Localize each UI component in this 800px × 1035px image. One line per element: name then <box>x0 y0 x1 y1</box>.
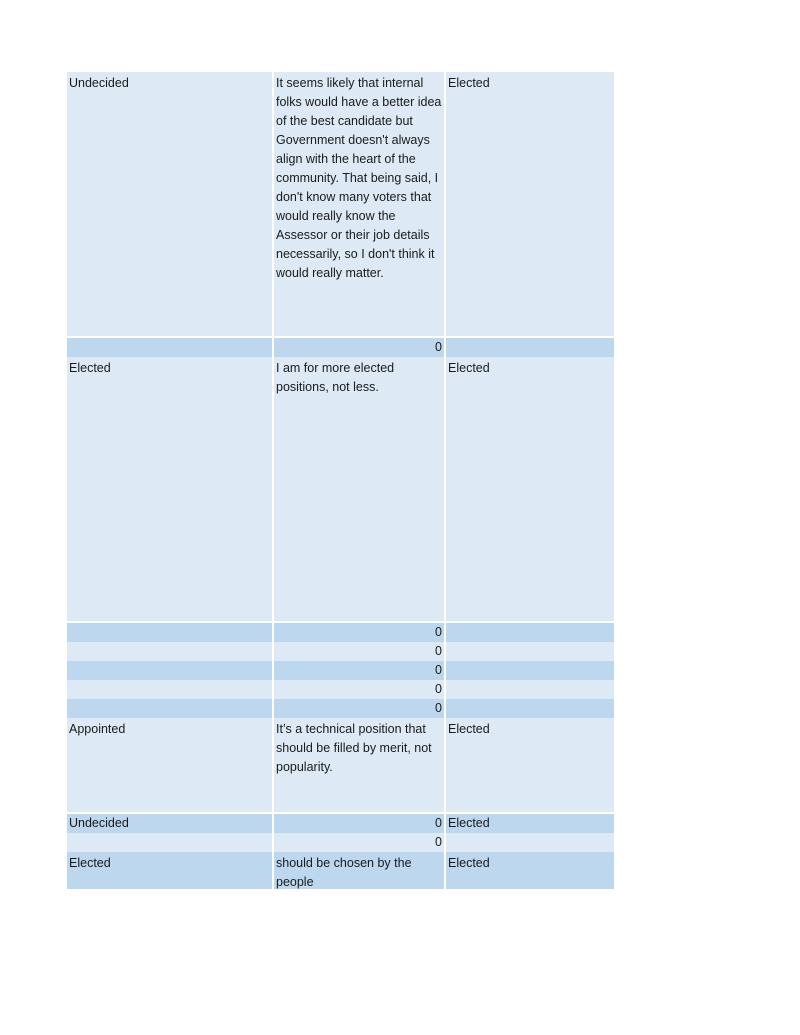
table-cell: Elected <box>446 852 614 889</box>
spreadsheet-table <box>67 72 614 889</box>
table-row <box>67 623 614 642</box>
table-row <box>67 814 614 833</box>
table-row <box>67 718 614 814</box>
table-cell <box>67 623 272 642</box>
table-row <box>67 642 614 661</box>
table-row <box>67 680 614 699</box>
table-row <box>67 661 614 680</box>
table-cell <box>446 680 614 699</box>
table-cell: Undecided <box>67 72 272 336</box>
table-cell: Elected <box>446 72 614 336</box>
table-cell: should be chosen by the people <box>274 852 444 889</box>
table-cell: 0 <box>274 338 444 357</box>
table-cell: Elected <box>446 718 614 812</box>
table-cell: I am for more elected positions, not less. <box>274 357 444 621</box>
table-cell: Elected <box>67 357 272 621</box>
table-cell <box>446 699 614 718</box>
table-cell: 0 <box>274 680 444 699</box>
table-row <box>67 338 614 357</box>
table-cell: Appointed <box>67 718 272 812</box>
table-row <box>67 699 614 718</box>
table-cell <box>67 680 272 699</box>
table-cell: 0 <box>274 814 444 833</box>
table-cell: Elected <box>67 852 272 889</box>
table-cell <box>67 699 272 718</box>
table-cell: It’s a technical position that should be filled by merit, not popularity. <box>274 718 444 812</box>
table-cell: 0 <box>274 699 444 718</box>
table-cell: Undecided <box>67 814 272 833</box>
table-cell: 0 <box>274 833 444 852</box>
table-cell <box>446 338 614 357</box>
table-cell <box>67 642 272 661</box>
table-cell <box>446 623 614 642</box>
table-cell <box>67 661 272 680</box>
table-cell <box>446 833 614 852</box>
table-row <box>67 833 614 852</box>
table-row <box>67 357 614 623</box>
table-cell: Elected <box>446 357 614 621</box>
table-cell <box>67 833 272 852</box>
table-cell: 0 <box>274 623 444 642</box>
table-cell <box>446 642 614 661</box>
table-row <box>67 852 614 889</box>
table-row <box>67 72 614 338</box>
table-cell <box>446 661 614 680</box>
table-cell: It seems likely that internal folks would have a better idea of the best candidate but Government doesn't always align with the heart of the community. That being said, I don't know many voters that would really know the Assessor or their job details necessarily, so I don't think it would really matter. <box>274 72 444 336</box>
table-cell <box>67 338 272 357</box>
table-cell: 0 <box>274 661 444 680</box>
table-cell: Elected <box>446 814 614 833</box>
table-cell: 0 <box>274 642 444 661</box>
